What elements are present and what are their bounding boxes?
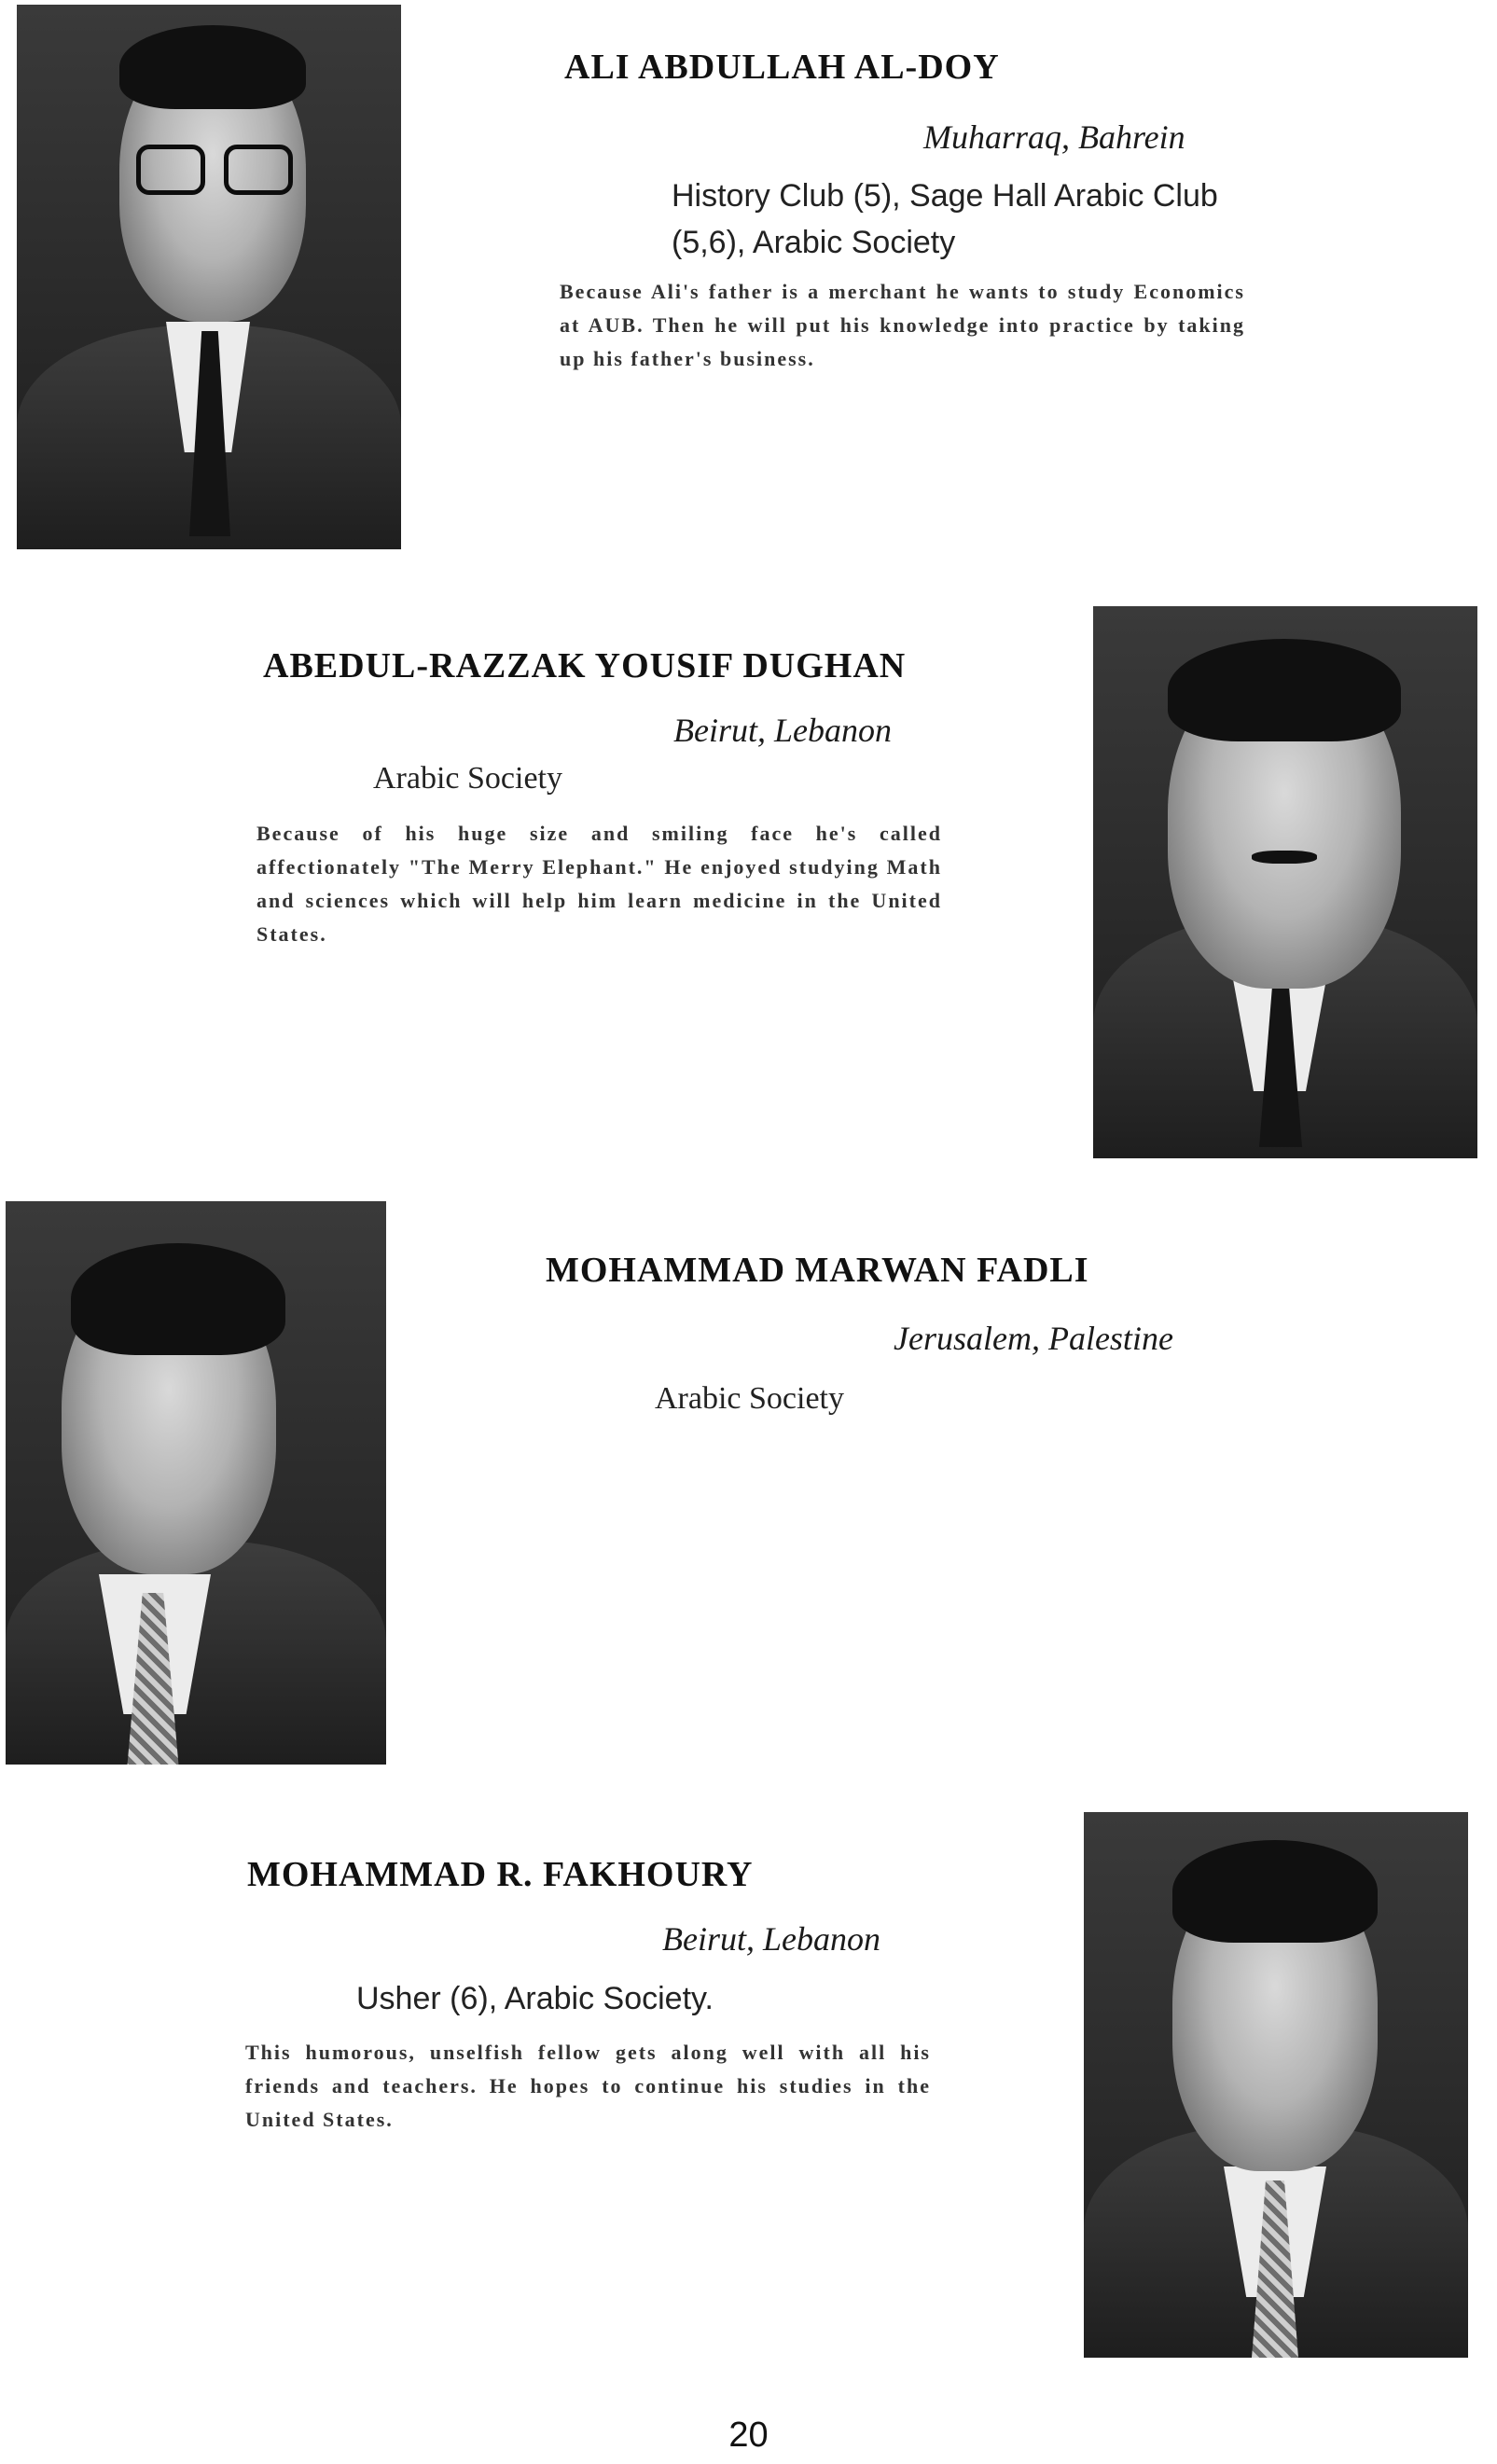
biography: Because of his huge size and smiling face he's called affectionately "The Merry Elephant." He enjoyed studying Math and sciences which will help him learn medicine in the United States. (256, 822, 942, 946)
hair-shape (119, 25, 306, 109)
biography: This humorous, unselfish fellow gets along well with all his friends and teachers. He hopes to continue his studies in the United States. (245, 2041, 931, 2131)
hair-shape (1172, 1840, 1378, 1943)
activities: Arabic Society (373, 761, 562, 796)
portrait-photo-fakhoury (1084, 1812, 1468, 2358)
hair-shape (1168, 639, 1401, 741)
activities: Arabic Society (655, 1381, 844, 1416)
mustache-shape (1252, 851, 1317, 864)
student-name: MOHAMMAD MARWAN FADLI (546, 1251, 1089, 1290)
student-name: MOHAMMAD R. FAKHOURY (247, 1855, 754, 1894)
hometown: Beirut, Lebanon (662, 1920, 880, 1958)
portrait-photo-al-doy (17, 5, 401, 549)
biography: Because Ali's father is a merchant he wants to study Economics at AUB. Then he will put his knowledge into practice by taking up his father's business. (560, 280, 1245, 370)
student-name: ABEDUL-RAZZAK YOUSIF DUGHAN (263, 646, 907, 685)
activities: History Club (5), Sage Hall Arabic Club (5,6), Arabic Society (672, 178, 1218, 260)
hometown: Jerusalem, Palestine (894, 1320, 1173, 1357)
portrait-photo-dughan (1093, 606, 1477, 1158)
portrait-photo-fadli (6, 1201, 386, 1765)
hometown: Muharraq, Bahrein (923, 118, 1185, 156)
student-name: ALI ABDULLAH AL-DOY (564, 48, 1000, 87)
page-number: 20 (728, 2416, 769, 2455)
activities: Usher (6), Arabic Society. (356, 1981, 714, 2016)
hair-shape (71, 1243, 285, 1355)
hometown: Beirut, Lebanon (673, 712, 892, 749)
glasses-right-lens (224, 145, 293, 195)
glasses-left-lens (136, 145, 205, 195)
